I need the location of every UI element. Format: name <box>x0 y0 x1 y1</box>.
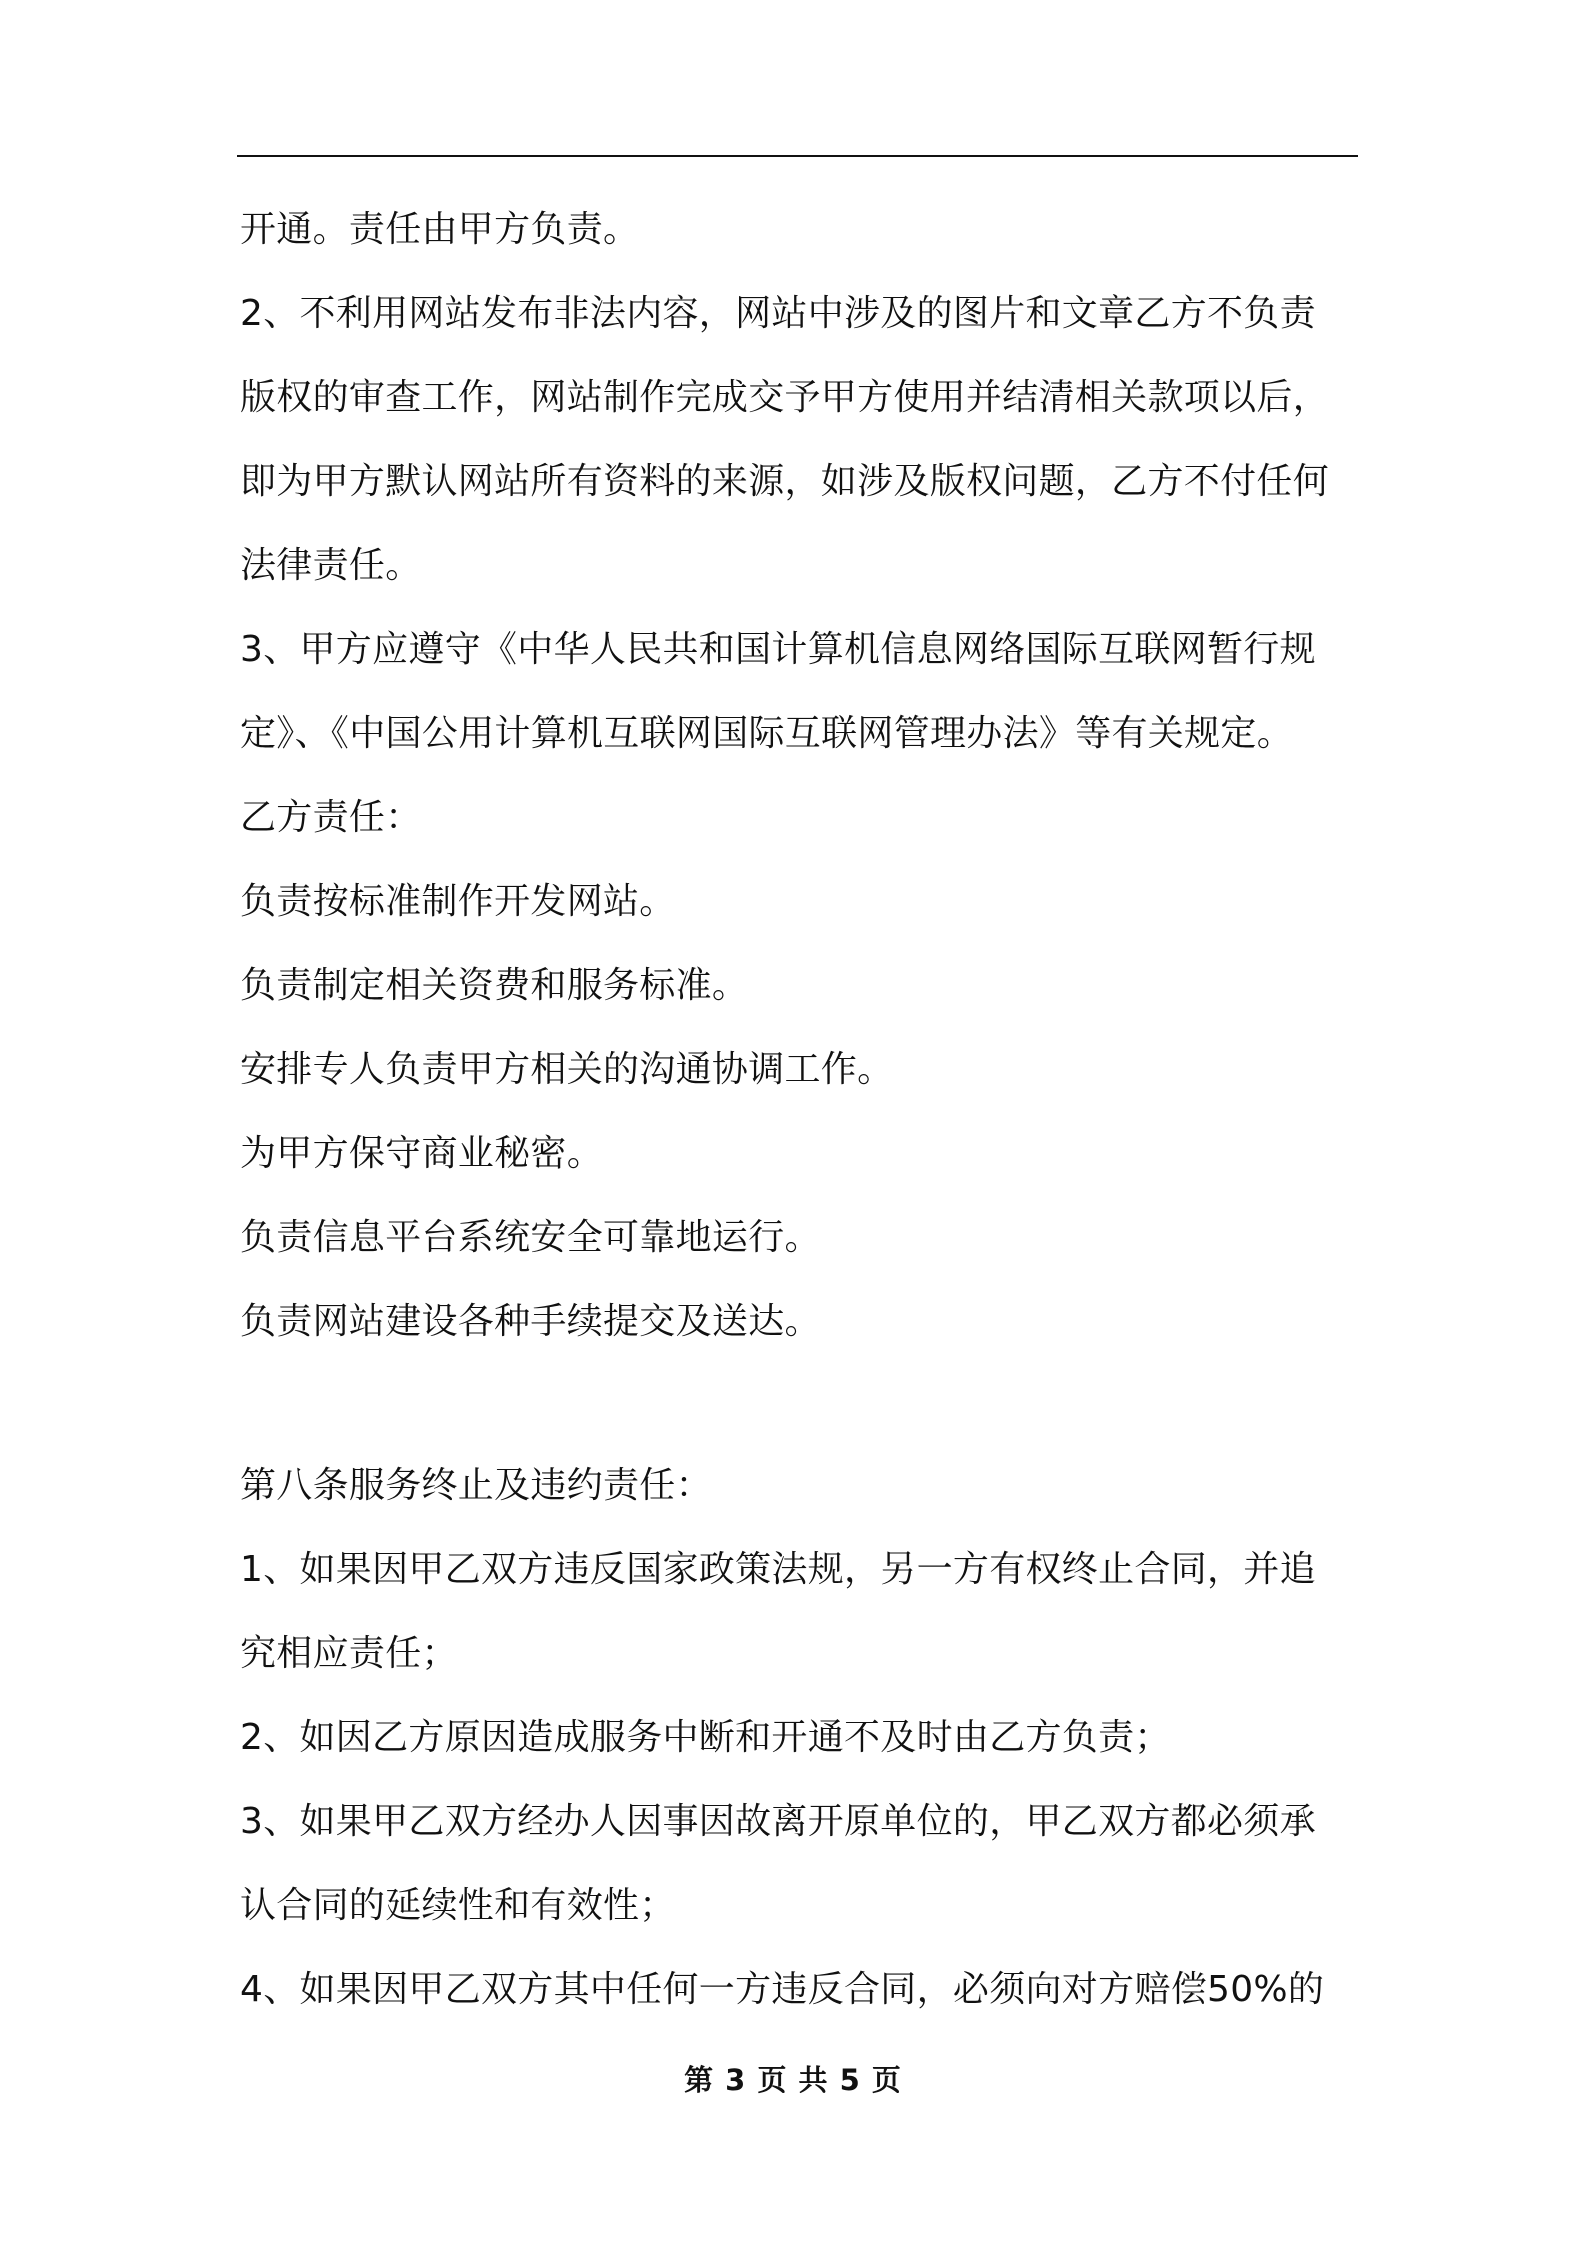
article-heading: 第八条服务终止及违约责任： <box>240 1465 712 1506</box>
paragraph-gap <box>240 1364 1360 1444</box>
page-number-footer: 第 3 页 共 5 页 <box>684 2063 902 2097</box>
text-line: 3、甲方应遵守《中华人民共和国计算机信息网络国际互联网暂行规 <box>240 629 1316 670</box>
text-line: 究相应责任； <box>240 1633 458 1674</box>
text-line: 开通。责任由甲方负责。 <box>240 209 640 250</box>
text-line: 负责信息平台系统安全可靠地运行。 <box>240 1217 821 1258</box>
body-text <box>240 188 1360 2032</box>
text-line: 负责网站建设各种手续提交及送达。 <box>240 1301 821 1342</box>
text-line: 3、如果甲乙双方经办人因事因故离开原单位的，甲乙双方都必须承 <box>240 1801 1316 1842</box>
text-line: 认合同的延续性和有效性； <box>240 1885 676 1926</box>
text-line: 即为甲方默认网站所有资料的来源，如涉及版权问题，乙方不付任何 <box>240 461 1330 502</box>
text-line: 法律责任。 <box>240 545 422 586</box>
text-line: 负责制定相关资费和服务标准。 <box>240 965 749 1006</box>
text-line: 4、如果因甲乙双方其中任何一方违反合同，必须向对方赔偿50%的 <box>240 1969 1325 2010</box>
section-heading: 乙方责任： <box>240 797 422 838</box>
text-line: 2、如因乙方原因造成服务中断和开通不及时由乙方负责； <box>240 1717 1171 1758</box>
text-line: 版权的审查工作，网站制作完成交予甲方使用并结清相关款项以后， <box>240 377 1330 418</box>
text-line: 定》、《中国公用计算机互联网国际互联网管理办法》等有关规定。 <box>240 713 1294 754</box>
text-line: 负责按标准制作开发网站。 <box>240 881 676 922</box>
header-rule <box>237 155 1358 157</box>
text-line: 安排专人负责甲方相关的沟通协调工作。 <box>240 1049 894 1090</box>
text-line: 为甲方保守商业秘密。 <box>240 1133 604 1174</box>
text-line: 2、不利用网站发布非法内容，网站中涉及的图片和文章乙方不负责 <box>240 293 1316 334</box>
text-line: 1、如果因甲乙双方违反国家政策法规，另一方有权终止合同，并追 <box>240 1549 1316 1590</box>
